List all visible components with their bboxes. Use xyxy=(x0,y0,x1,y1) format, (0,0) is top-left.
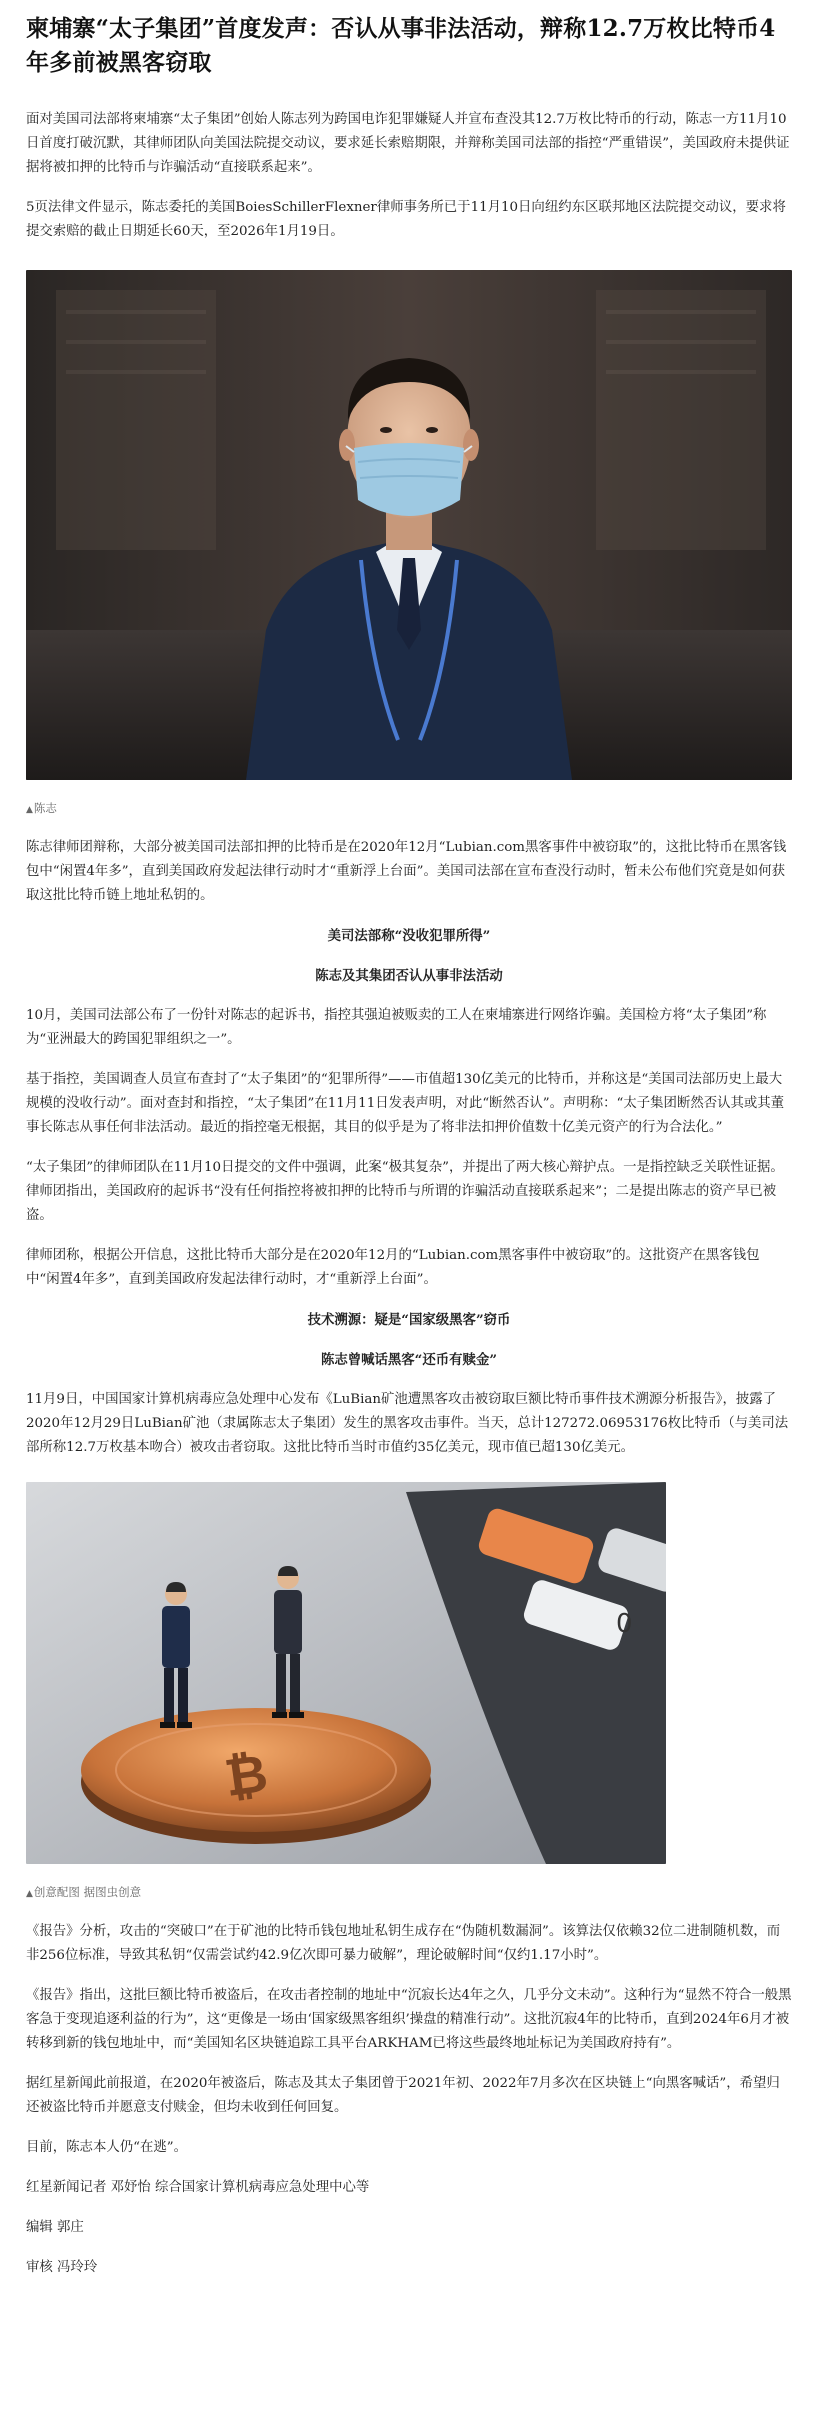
caption-triangle-icon: ▲ xyxy=(26,1889,33,1899)
portrait-illustration xyxy=(26,270,792,780)
paragraph-hack-claim: 律师团称，根据公开信息，这批比特币大部分是在2020年12月的“Lubian.com黑客事件中被窃取”的。这批资产在黑客钱包中“闲置4年多”，直到美国政府发起法律行动时，才“重新浮上台面”。 xyxy=(26,1248,760,1287)
paragraph-ransom-appeal: 据红星新闻此前报道，在2020年被盗后，陈志及其太子集团曾于2021年初、2022年7月多次在区块链上“向黑客喊话”，希望归还被盗比特币并愿意支付赎金，但均未收到任何回复。 xyxy=(26,2076,780,2115)
paragraph-seizure: 基于指控，美国调查人员宣布查封了“太子集团”的“犯罪所得”——市值超130亿美元的比特币，并称这是“美国司法部历史上最大规模的没收行动”。面对查封和指控，“太子集团”在11月11日发表声明，对此“断然否认”。声明称：“太子集团断然否认其或其董事长陈志从事任何非法活动。最近的指控毫无根据，其目的似乎是为了将非法扣押价值数十亿美元资产的行为合法化。” xyxy=(26,1072,785,1135)
paragraph-defense-claim: 陈志律师团辩称，大部分被美国司法部扣押的比特币是在2020年12月“Lubian.com黑客事件中被窃取”的，这批比特币在黑客钱包中“闲置4年多”，直到美国政府发起法律行动时才“重新浮上台面”。美国司法部在宣布查没行动时，暂未公布他们究竟是如何获取这批比特币链上地址私钥的。 xyxy=(26,840,787,903)
paragraph-defense-points: “太子集团”的律师团队在11月10日提交的文件中强调，此案“极其复杂”，并提出了两大核心辩护点。一是指控缺乏关联性证据。律师团指出，美国政府的起诉书“没有任何指控将被扣押的比特币与所谓的诈骗活动直接联系起来”；二是提出陈志的资产早已被盗。 xyxy=(26,1160,784,1223)
article-title: 柬埔寨“太子集团”首度发声：否认从事非法活动，辩称12.7万枚比特币4年多前被黑客窃取 xyxy=(26,15,776,76)
byline: 红星新闻记者 邓妤怡 综合国家计算机病毒应急处理中心等 xyxy=(26,2180,370,2195)
section-heading-doj: 美司法部称“没收犯罪所得” xyxy=(327,928,491,944)
reviewer-credit: 审核 冯玲玲 xyxy=(26,2260,98,2275)
bitcoin-illustration xyxy=(26,1482,666,1864)
photo-caption-creative xyxy=(26,1884,792,1902)
section-heading-denial: 陈志及其集团否认从事非法活动 xyxy=(315,968,503,984)
paragraph-legal-filing: 5页法律文件显示，陈志委托的美国BoiesSchillerFlexner律师事务所已于11月10日向纽约东区联邦地区法院提交动议，要求将提交索赔的截止日期延长60天，至2026年1月19日。 xyxy=(26,200,786,239)
coin-symbol: ₿ xyxy=(221,1743,272,1809)
paragraph-intro: 面对美国司法部将柬埔寨“太子集团”创始人陈志列为跨国电诈犯罪嫌疑人并宣布查没其12.7万枚比特币的行动，陈志一方11月10日首度打破沉默，其律师团队向美国法院提交动议，要求延长索赔期限，并辩称美国司法部的指控“严重错误”，美国政府未提供证据将被扣押的比特币与诈骗活动“直接联系起来”。 xyxy=(26,112,790,175)
caption-triangle-icon: ▲ xyxy=(26,805,33,815)
calculator-key-label: 0 xyxy=(616,1609,633,1639)
editor-credit: 编辑 郭庄 xyxy=(26,2220,84,2235)
section-heading-ransom: 陈志曾喊话黑客“还币有赎金” xyxy=(320,1352,498,1368)
caption-text: 创意配图 据图虫创意 xyxy=(33,1885,142,1899)
paragraph-report-dormant: 《报告》指出，这批巨额比特币被盗后，在攻击者控制的地址中“沉寂长达4年之久，几乎分文未动”。这种行为“显然不符合一般黑客急于变现追逐利益的行为”，这“更像是一场由‘国家级黑客组织’操盘的精准行动”。这批沉寂4年的比特币，直到2024年6月才被转移到新的钱包地址中，而“美国知名区块链追踪工具平台ARKHAM已将这些最终地址标记为美国政府持有”。 xyxy=(26,1988,792,2051)
paragraph-indictment: 10月，美国司法部公布了一份针对陈志的起诉书，指控其强迫被贩卖的工人在柬埔寨进行网络诈骗。美国检方将“太子集团”称为“亚洲最大的跨国犯罪组织之一”。 xyxy=(26,1008,767,1047)
paragraph-report-analysis: 《报告》分析，攻击的“突破口”在于矿池的比特币钱包地址私钥生成存在“伪随机数漏洞”。该算法仅依赖32位二进制随机数，而非256位标准，导致其私钥“仅需尝试约42.9亿次即可暴力破解”，理论破解时间“仅约1.17小时”。 xyxy=(26,1924,781,1963)
photo-chen-zhi xyxy=(26,270,792,780)
photo-bitcoin-figurines xyxy=(26,1482,666,1864)
paragraph-cverc-report: 11月9日，中国国家计算机病毒应急处理中心发布《LuBian矿池遭黑客攻击被窃取巨额比特币事件技术溯源分析报告》，披露了2020年12月29日LuBian矿池（隶属陈志太子集团）发生的黑客攻击事件。当天，总计127272.06953176枚比特币（与美司法部所称12.7万枚基本吻合）被攻击者窃取。这批比特币当时市值约35亿美元，现市值已超130亿美元。 xyxy=(26,1392,789,1455)
paragraph-fugitive: 目前，陈志本人仍“在逃”。 xyxy=(26,2140,187,2155)
section-heading-tech: 技术溯源：疑是“国家级黑客”窃币 xyxy=(307,1312,511,1328)
photo-caption-chen-zhi xyxy=(26,800,792,818)
caption-text: 陈志 xyxy=(33,801,57,815)
